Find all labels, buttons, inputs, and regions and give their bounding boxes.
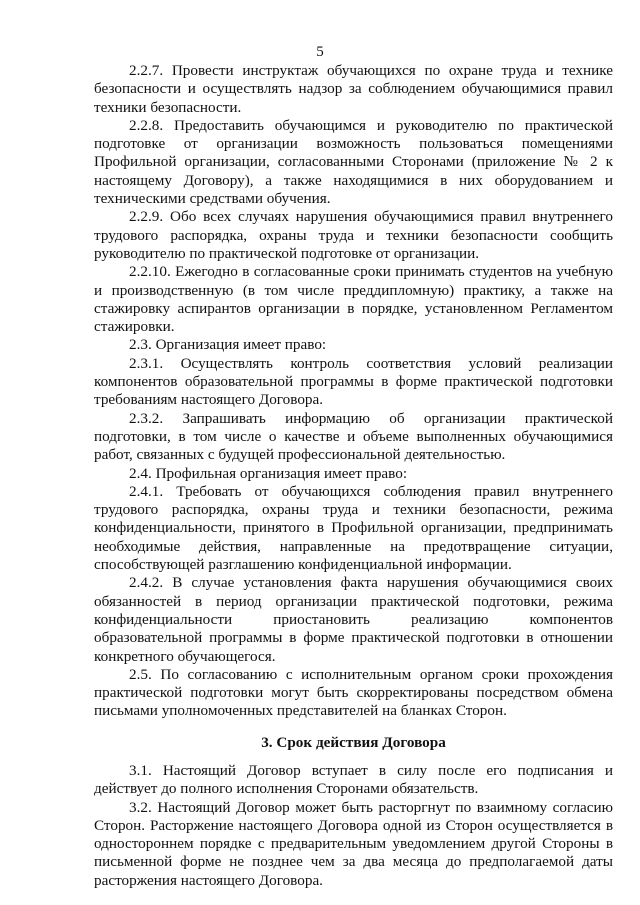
paragraph-2-3-2: 2.3.2. Запрашивать информацию об организации практической подготовки, в том числе о качестве и объеме выполненных обучающимися работ, связанных с будущей профессиональной деятельностью. xyxy=(94,409,613,464)
paragraph-2-2-7: 2.2.7. Провести инструктаж обучающихся по охране труда и технике безопасности и осуществлять надзор за соблюдением обучающимися правил техники безопасности. xyxy=(94,62,613,116)
paragraph-2-4-2: 2.4.2. В случае установления факта нарушения обучающимися своих обязанностей в период организации практической подготовки, режима конфиденциальности приостановить реализацию компонентов образовательной программы в форме практической подготовки в отношении конкретного обучающегося. xyxy=(94,574,613,665)
paragraph-2-4: 2.4. Профильная организация имеет право: xyxy=(129,464,408,482)
paragraph-2-4-1: 2.4.1. Требовать от обучающихся соблюдения правил внутреннего трудового распорядка, охраны труда и техники безопасности, режима конфиденциальности, принятого в Профильной организации, предпринимать необходимые действия, направленные на предотвращение ситуации, способствующей разглашению конфиденциальной информации. xyxy=(94,482,613,574)
paragraph-2-3: 2.3. Организация имеет право: xyxy=(129,336,327,354)
paragraph-3-2: 3.2. Настоящий Договор может быть расторгнут по взаимному согласию Сторон. Расторжение настоящего Договора одной из Сторон осуществляется в одностороннем порядке с предварительным уведомлением другой Стороны в письменной форме не позднее чем за два месяца до предполагаемой даты расторжения настоящего Договора. xyxy=(94,798,613,889)
paragraph-2-2-10: 2.2.10. Ежегодно в согласованные сроки принимать студентов на учебную и производственную (в том числе преддипломную) практику, а также на стажировку аспирантов организации в порядке, установленном Регламентом стажировки. xyxy=(94,263,613,336)
section-heading: 3. Срок действия Договора xyxy=(261,733,446,751)
document-body xyxy=(94,62,613,890)
paragraph-2-3-1: 2.3.1. Осуществлять контроль соответствия условий реализации компонентов образовательной программы в форме практической подготовки требованиям настоящего Договора. xyxy=(94,354,613,409)
paragraph-2-5: 2.5. По согласованию с исполнительным органом сроки прохождения практической подготовки могут быть скорректированы посредством обмена письмами уполномоченных представителей на бланках Сторон. xyxy=(94,665,613,720)
page-number: 5 xyxy=(316,44,324,60)
paragraph-3-1: 3.1. Настоящий Договор вступает в силу после его подписания и действует до полного исполнения Сторонами обязательств. xyxy=(94,761,613,798)
paragraph-2-2-8: 2.2.8. Предоставить обучающимся и руководителю по практической подготовке от организации возможность пользоваться помещениями Профильной организации, согласованными Сторонами (приложение № 2 к настоящему Договору), а также находящимися в них оборудованием и техническими средствами обучения. xyxy=(94,116,613,208)
paragraph-2-2-9: 2.2.9. Обо всех случаях нарушения обучающимися правил внутреннего трудового распорядка, охраны труда и техники безопасности сообщить руководителю по практической подготовке от организации. xyxy=(94,208,613,262)
